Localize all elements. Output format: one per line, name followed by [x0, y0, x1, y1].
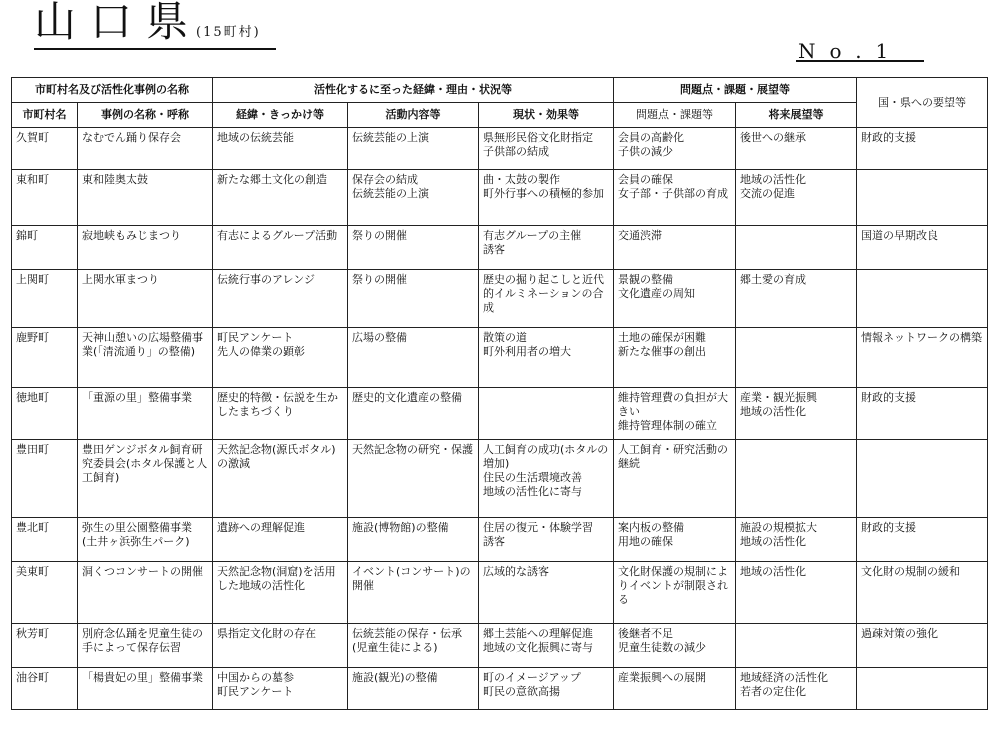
- cell-case-name: 洞くつコンサートの開催: [78, 562, 213, 624]
- cell-effects: 人工飼育の成功(ホタルの増加) 住民の生活環境改善 地域の活性化に寄与: [479, 440, 614, 518]
- cell-effects: 有志グループの主催 誘客: [479, 226, 614, 270]
- header-case-name: 事例の名称・呼称: [78, 103, 213, 128]
- cell-activities: イベント(コンサート)の開催: [348, 562, 479, 624]
- cell-activities: 祭りの開催: [348, 270, 479, 328]
- header-effects: 現状・効果等: [479, 103, 614, 128]
- cell-outlook: 地域経済の活性化 若者の定住化: [736, 668, 857, 710]
- cell-outlook: 産業・観光振興 地域の活性化: [736, 388, 857, 440]
- header-name-group: 市町村名及び活性化事例の名称: [12, 78, 213, 103]
- cell-background: 歴史的特徴・伝説を生かしたまちづくり: [213, 388, 348, 440]
- cell-background: 有志によるグループ活動: [213, 226, 348, 270]
- table-row: [12, 170, 988, 226]
- cell-case-name: 弥生の里公園整備事業 (土井ヶ浜弥生パーク): [78, 518, 213, 562]
- cell-background: 伝統行事のアレンジ: [213, 270, 348, 328]
- cell-town: 錦町: [12, 226, 78, 270]
- cell-background: 県指定文化財の存在: [213, 624, 348, 668]
- cell-town: 秋芳町: [12, 624, 78, 668]
- cell-activities: 伝統芸能の保存・伝承 (児童生徒による): [348, 624, 479, 668]
- table-row: [12, 388, 988, 440]
- table-row: [12, 562, 988, 624]
- cell-activities: 天然記念物の研究・保護: [348, 440, 479, 518]
- cell-case-name: 天神山憩いの広場整備事業(「清流通り」の整備): [78, 328, 213, 388]
- cell-activities: 施設(観光)の整備: [348, 668, 479, 710]
- cell-outlook: 地域の活性化: [736, 562, 857, 624]
- cell-outlook: [736, 440, 857, 518]
- cell-case-name: なむでん踊り保存会: [78, 128, 213, 170]
- cell-background: 天然記念物(洞窟)を活用した地域の活性化: [213, 562, 348, 624]
- case-table: [11, 77, 988, 710]
- table-row: [12, 226, 988, 270]
- cell-outlook: [736, 328, 857, 388]
- cell-town: 油谷町: [12, 668, 78, 710]
- table-row: [12, 270, 988, 328]
- cell-activities: 施設(博物館)の整備: [348, 518, 479, 562]
- cell-requests: 過疎対策の強化: [857, 624, 988, 668]
- cell-activities: 伝統芸能の上演: [348, 128, 479, 170]
- header-activities: 活動内容等: [348, 103, 479, 128]
- cell-effects: 歴史の掘り起こしと近代的イルミネーションの合成: [479, 270, 614, 328]
- cell-problems: 後継者不足 児童生徒数の減少: [614, 624, 736, 668]
- cell-town: 豊田町: [12, 440, 78, 518]
- cell-case-name: 東和陸奥太鼓: [78, 170, 213, 226]
- table-body: [12, 128, 988, 710]
- cell-effects: 住居の復元・体験学習 誘客: [479, 518, 614, 562]
- cell-background: 新たな郷土文化の創造: [213, 170, 348, 226]
- header-town: 市町村名: [12, 103, 78, 128]
- cell-background: 町民アンケート 先人の偉業の顕彰: [213, 328, 348, 388]
- table-row: [12, 518, 988, 562]
- page-title: [34, 0, 261, 44]
- cell-problems: 案内板の整備 用地の確保: [614, 518, 736, 562]
- cell-case-name: 豊田ゲンジボタル飼育研究委員会(ホタル保護と人工飼育): [78, 440, 213, 518]
- cell-case-name: 寂地峡もみじまつり: [78, 226, 213, 270]
- cell-town: 美東町: [12, 562, 78, 624]
- cell-activities: 祭りの開催: [348, 226, 479, 270]
- town-count: (15町村): [196, 25, 261, 40]
- cell-requests: [857, 440, 988, 518]
- cell-problems: 交通渋滞: [614, 226, 736, 270]
- header-outlook: 将来展望等: [736, 103, 857, 128]
- cell-requests: 情報ネットワークの構築: [857, 328, 988, 388]
- cell-background: 地域の伝統芸能: [213, 128, 348, 170]
- cell-effects: 町のイメージアップ 町民の意欲高揚: [479, 668, 614, 710]
- cell-town: 久賀町: [12, 128, 78, 170]
- header-issues-group: 問題点・課題・展望等: [614, 78, 857, 103]
- cell-requests: [857, 170, 988, 226]
- cell-outlook: 後世への継承: [736, 128, 857, 170]
- cell-outlook: [736, 624, 857, 668]
- cell-problems: 維持管理費の負担が大きい 維持管理体制の確立: [614, 388, 736, 440]
- header-background-group: 活性化するに至った経緯・理由・状況等: [213, 78, 614, 103]
- prefecture-title: 山口県: [34, 0, 203, 46]
- cell-effects: 曲・太鼓の製作 町外行事への積極的参加: [479, 170, 614, 226]
- cell-case-name: 上関水軍まつり: [78, 270, 213, 328]
- header-requests: 国・県への要望等: [857, 78, 988, 128]
- cell-effects: 郷土芸能への理解促進 地域の文化振興に寄与: [479, 624, 614, 668]
- cell-problems: 産業振興への展開: [614, 668, 736, 710]
- cell-town: 東和町: [12, 170, 78, 226]
- cell-town: 鹿野町: [12, 328, 78, 388]
- cell-outlook: 地域の活性化 交流の促進: [736, 170, 857, 226]
- cell-effects: 散策の道 町外利用者の増大: [479, 328, 614, 388]
- header-background: 経緯・きっかけ等: [213, 103, 348, 128]
- cell-problems: 会員の確保 女子部・子供部の育成: [614, 170, 736, 226]
- title-underline: [34, 48, 276, 50]
- cell-case-name: 「重源の里」整備事業: [78, 388, 213, 440]
- cell-background: 天然記念物(源氏ボタル)の激減: [213, 440, 348, 518]
- cell-problems: 景観の整備 文化遺産の周知: [614, 270, 736, 328]
- cell-outlook: 施設の規模拡大 地域の活性化: [736, 518, 857, 562]
- cell-activities: 広場の整備: [348, 328, 479, 388]
- table-row: [12, 624, 988, 668]
- cell-effects: 広域的な誘客: [479, 562, 614, 624]
- page-number-underline: [796, 60, 924, 62]
- table-row: [12, 668, 988, 710]
- cell-activities: 歴史的文化遺産の整備: [348, 388, 479, 440]
- cell-requests: 財政的支援: [857, 128, 988, 170]
- cell-requests: [857, 668, 988, 710]
- cell-effects: [479, 388, 614, 440]
- table-row: [12, 128, 988, 170]
- cell-town: 上関町: [12, 270, 78, 328]
- cell-town: 豊北町: [12, 518, 78, 562]
- cell-activities: 保存会の結成 伝統芸能の上演: [348, 170, 479, 226]
- cell-requests: 財政的支援: [857, 388, 988, 440]
- cell-requests: 文化財の規制の緩和: [857, 562, 988, 624]
- cell-problems: 人工飼育・研究活動の継続: [614, 440, 736, 518]
- cell-town: 徳地町: [12, 388, 78, 440]
- page-number: No.1: [798, 39, 903, 63]
- cell-background: 中国からの墓参 町民アンケート: [213, 668, 348, 710]
- cell-background: 遺跡への理解促進: [213, 518, 348, 562]
- cell-case-name: 「楊貴妃の里」整備事業: [78, 668, 213, 710]
- cell-problems: 会員の高齢化 子供の減少: [614, 128, 736, 170]
- table-row: [12, 328, 988, 388]
- cell-problems: 文化財保護の規制によりイベントが制限される: [614, 562, 736, 624]
- table-row: [12, 440, 988, 518]
- cell-problems: 土地の確保が困難 新たな催事の創出: [614, 328, 736, 388]
- cell-outlook: 郷土愛の育成: [736, 270, 857, 328]
- cell-requests: 財政的支援: [857, 518, 988, 562]
- cell-outlook: [736, 226, 857, 270]
- cell-case-name: 別府念仏踊を児童生徒の手によって保存伝習: [78, 624, 213, 668]
- header-problems: 問題点・課題等: [614, 103, 736, 128]
- cell-effects: 県無形民俗文化財指定 子供部の結成: [479, 128, 614, 170]
- cell-requests: [857, 270, 988, 328]
- cell-requests: 国道の早期改良: [857, 226, 988, 270]
